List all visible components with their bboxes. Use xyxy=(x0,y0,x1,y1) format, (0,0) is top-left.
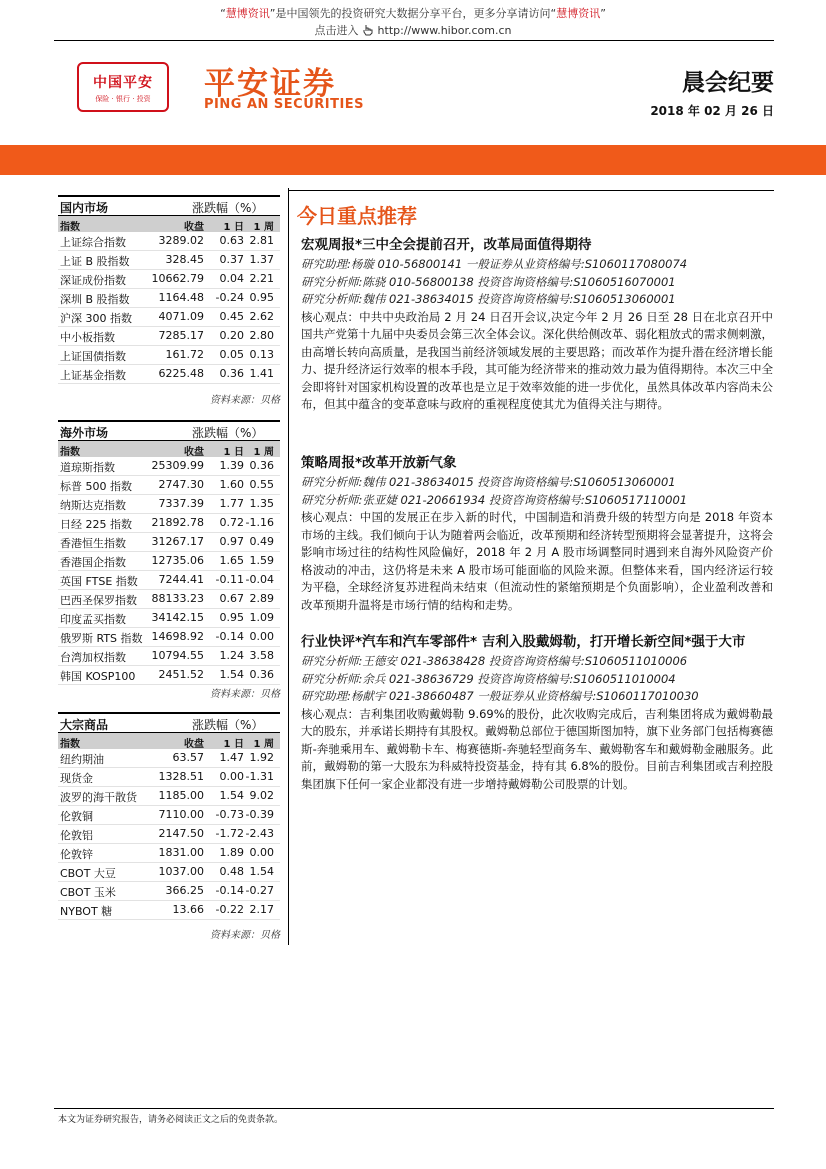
table-row xyxy=(58,863,280,882)
index-value: 7244.41 xyxy=(158,573,204,586)
table-header xyxy=(58,712,280,733)
table-column-headers xyxy=(58,216,280,232)
logo-text: 中国平安 xyxy=(93,75,153,91)
column-header: 1 周 xyxy=(253,739,274,750)
column-header: 指数 xyxy=(60,447,80,458)
table-row xyxy=(58,457,280,476)
index-name: 纽约期油 xyxy=(60,753,104,766)
index-value: -0.04 xyxy=(245,573,274,586)
index-value: 14698.92 xyxy=(151,630,204,643)
index-value: 7285.17 xyxy=(158,329,204,342)
brand-name: 平安证券 xyxy=(204,66,336,102)
index-name: 标普 500 指数 xyxy=(60,480,132,493)
overseas-market-table xyxy=(58,420,280,685)
table-row xyxy=(58,327,280,346)
index-value: 2747.30 xyxy=(158,478,204,491)
index-value: 0.13 xyxy=(249,348,274,361)
index-value: 10662.79 xyxy=(151,272,204,285)
index-value: 7337.39 xyxy=(158,497,204,510)
table-row xyxy=(58,308,280,327)
table-row xyxy=(58,514,280,533)
pingan-logo xyxy=(77,62,169,112)
index-value: 7110.00 xyxy=(158,808,204,821)
index-value: 1.41 xyxy=(249,367,274,380)
index-value: 1.54 xyxy=(219,789,244,802)
index-name: CBOT 玉米 xyxy=(60,886,116,899)
index-name: 上证 B 股指数 xyxy=(60,255,130,268)
table-row xyxy=(58,768,280,787)
index-name: 上证基金指数 xyxy=(60,369,126,382)
index-value: 63.57 xyxy=(172,751,204,764)
index-value: 0.49 xyxy=(249,535,274,548)
index-value: -0.22 xyxy=(215,903,244,916)
index-name: 伦敦铜 xyxy=(60,810,93,823)
index-value: 1.92 xyxy=(249,751,274,764)
pointer-hand-icon xyxy=(362,24,374,36)
disclaimer-footer: 本文为证券研究报告，请务必阅读正文之后的免责条款。 xyxy=(58,1115,284,1125)
index-name: 日经 225 指数 xyxy=(60,518,132,531)
table-name: 国内市场 xyxy=(60,201,109,215)
article-title[interactable]: 策略周报*改革开放新气象 xyxy=(301,455,457,471)
table-row xyxy=(58,365,280,384)
column-divider xyxy=(288,188,289,945)
banner-link-row xyxy=(0,22,826,38)
analyst-line: 研究助理:杨献宇 021-38660487 一般证券从业资格编号:S1060117010030 xyxy=(301,689,699,703)
index-name: 香港国企指数 xyxy=(60,556,126,569)
index-name: 沪深 300 指数 xyxy=(60,312,132,325)
index-value: 3.58 xyxy=(249,649,274,662)
index-name: 上证综合指数 xyxy=(60,236,126,249)
index-value: 4071.09 xyxy=(158,310,204,323)
index-value: 0.04 xyxy=(219,272,244,285)
index-value: 0.36 xyxy=(249,459,274,472)
index-name: 伦敦锌 xyxy=(60,848,93,861)
index-value: 1.39 xyxy=(219,459,244,472)
table-row xyxy=(58,533,280,552)
index-value: 2147.50 xyxy=(158,827,204,840)
index-value: 2.21 xyxy=(249,272,274,285)
index-value: 1328.51 xyxy=(158,770,204,783)
index-value: 0.45 xyxy=(219,310,244,323)
index-name: NYBOT 糖 xyxy=(60,905,113,918)
banner-text: ”是中国领先的投资研究大数据分享平台，更多分享请访问“ xyxy=(269,7,557,20)
article-title[interactable]: 行业快评*汽车和汽车零部件* 吉利入股戴姆勒，打开增长新空间*强于大市 xyxy=(301,634,746,650)
document-title: 晨会纪要 xyxy=(682,70,774,96)
index-value: 0.20 xyxy=(219,329,244,342)
index-name: 波罗的海干散货 xyxy=(60,791,137,804)
column-header: 1 周 xyxy=(253,222,274,233)
banner-text: ” xyxy=(600,7,606,20)
banner-brand[interactable]: 慧博资讯 xyxy=(556,7,601,20)
index-name: 台湾加权指数 xyxy=(60,651,126,664)
table-unit: 涨跌幅（%） xyxy=(192,718,264,732)
index-value: 1.35 xyxy=(249,497,274,510)
table-row xyxy=(58,346,280,365)
column-header: 1 日 xyxy=(223,447,244,458)
analyst-line: 研究分析师:魏伟 021-38634015 投资咨询资格编号:S1060513060001 xyxy=(301,292,676,306)
index-value: 1.65 xyxy=(219,554,244,567)
table-column-headers xyxy=(58,733,280,749)
table-row xyxy=(58,628,280,647)
index-value: -0.11 xyxy=(215,573,244,586)
index-value: 12735.06 xyxy=(151,554,204,567)
index-value: 0.00 xyxy=(249,846,274,859)
article-body: 核心观点：中共中央政治局 2 月 24 日召开会议,决定今年 2 月 26 日至 28 日在北京召开中国共产党第十九届中央委员会第三次全体会议。深化供给侧改革、弱化粗放式的需求侧刺激，由高增长转向高质量，是我国当前经济领域发展的主要思路；而改革作为提升潜在经济增长能力、提升经济运行效率的根本手段，其可能为经济带来的推动效力最为值得期待。本次三中全会即将针对国家机构设置的改革也是立足于效率效能的进一步优化，虽然具体改革内容尚未公布，但其中蕴含的变革意味与政府的重视程度使其尤为值得关注与期待。 xyxy=(301,309,773,411)
banner-brand[interactable]: 慧博资讯 xyxy=(225,7,270,20)
divider xyxy=(54,1108,774,1109)
table-unit: 涨跌幅（%） xyxy=(192,201,264,215)
index-value: 2.17 xyxy=(249,903,274,916)
index-value: 1.47 xyxy=(219,751,244,764)
index-value: 1.37 xyxy=(249,253,274,266)
index-name: 巴西圣保罗指数 xyxy=(60,594,137,607)
index-value: 1037.00 xyxy=(158,865,204,878)
table-row xyxy=(58,787,280,806)
index-value: 13.66 xyxy=(172,903,204,916)
index-value: 0.36 xyxy=(249,668,274,681)
index-value: -0.73 xyxy=(215,808,244,821)
top-banner xyxy=(0,6,826,22)
index-value: 1831.00 xyxy=(158,846,204,859)
article-body: 核心观点：吉利集团收购戴姆勒 9.69%的股份，此次收购完成后，吉利集团将成为戴姆勒最大的股东，并承诺长期持有其股权。戴姆勒总部位于德国斯图加特，旗下业务部门包括梅赛德斯-奔驰乘用车、戴姆勒卡车、梅赛德斯-奔驰轻型商务车、戴姆勒客车和戴姆勒金融服务。此前，戴姆勒的第一大股东为科威特投资基金，持有其 6.8%的股份。目前吉利集团或吉利控股集团旗下任何一家企业都没有进一步增持戴姆勒公司股票的计划。 xyxy=(301,706,773,791)
table-source: 资料来源：贝格 xyxy=(210,395,280,406)
index-value: -0.24 xyxy=(215,291,244,304)
column-header: 指数 xyxy=(60,739,80,750)
index-name: 深圳 B 股指数 xyxy=(60,293,130,306)
index-value: 1.24 xyxy=(219,649,244,662)
section-title: 今日重点推荐 xyxy=(297,204,417,228)
divider xyxy=(54,40,774,41)
domestic-market-table xyxy=(58,195,280,384)
index-value: 0.37 xyxy=(219,253,244,266)
document-date: 2018 年 02 月 26 日 xyxy=(650,104,774,118)
index-value: 0.72 xyxy=(219,516,244,529)
hibor-url-link[interactable]: http://www.hibor.com.cn xyxy=(377,24,512,37)
logo-subtext: 保险 · 银行 · 投资 xyxy=(95,95,151,103)
index-name: 现货金 xyxy=(60,772,93,785)
index-value: 0.55 xyxy=(249,478,274,491)
index-value: 328.45 xyxy=(165,253,204,266)
index-value: 2.89 xyxy=(249,592,274,605)
table-row xyxy=(58,476,280,495)
index-value: 0.05 xyxy=(219,348,244,361)
index-value: 1.89 xyxy=(219,846,244,859)
index-value: 1.09 xyxy=(249,611,274,624)
table-row xyxy=(58,270,280,289)
index-value: 31267.17 xyxy=(151,535,204,548)
column-header: 收盘 xyxy=(184,222,204,233)
column-header: 1 日 xyxy=(223,222,244,233)
analyst-line: 研究分析师:魏伟 021-38634015 投资咨询资格编号:S1060513060001 xyxy=(301,475,676,489)
table-row xyxy=(58,901,280,920)
index-value: 366.25 xyxy=(165,884,204,897)
index-value: 161.72 xyxy=(165,348,204,361)
index-value: -2.43 xyxy=(245,827,274,840)
table-source: 资料来源：贝格 xyxy=(210,689,280,700)
index-value: 0.97 xyxy=(219,535,244,548)
column-header: 1 周 xyxy=(253,447,274,458)
index-value: 0.00 xyxy=(249,630,274,643)
analyst-line: 研究分析师:王德安 021-38638428 投资咨询资格编号:S1060511010006 xyxy=(301,654,688,668)
index-value: 1164.48 xyxy=(158,291,204,304)
index-value: 1.77 xyxy=(219,497,244,510)
index-value: 0.48 xyxy=(219,865,244,878)
column-header: 指数 xyxy=(60,222,80,233)
index-value: 2.81 xyxy=(249,234,274,247)
article-strategy xyxy=(301,454,773,614)
table-unit: 涨跌幅（%） xyxy=(192,426,264,440)
analyst-line: 研究助理:杨璇 010-56800141 一般证券从业资格编号:S1060117080074 xyxy=(301,257,688,271)
index-name: 韩国 KOSP100 xyxy=(60,670,136,683)
index-value: 0.67 xyxy=(219,592,244,605)
index-value: -0.14 xyxy=(215,884,244,897)
column-header: 收盘 xyxy=(184,739,204,750)
analyst-line: 研究分析师:余兵 021-38636729 投资咨询资格编号:S1060511010004 xyxy=(301,671,676,686)
index-name: 纳斯达克指数 xyxy=(60,499,126,512)
index-value: 6225.48 xyxy=(158,367,204,380)
index-value: 0.95 xyxy=(249,291,274,304)
index-value: 1185.00 xyxy=(158,789,204,802)
table-row xyxy=(58,495,280,514)
index-value: -1.31 xyxy=(245,770,274,783)
index-value: 1.59 xyxy=(249,554,274,567)
banner-text: “ xyxy=(220,7,226,20)
index-name: 印度孟买指数 xyxy=(60,613,126,626)
table-row xyxy=(58,666,280,685)
table-row xyxy=(58,749,280,768)
index-name: 香港恒生指数 xyxy=(60,537,126,550)
index-name: 英国 FTSE 指数 xyxy=(60,575,138,588)
analyst-line: 研究分析师:张亚婕 021-20661934 投资咨询资格编号:S1060517110001 xyxy=(301,492,688,507)
table-row xyxy=(58,882,280,901)
index-value: 3289.02 xyxy=(158,234,204,247)
article-title[interactable]: 宏观周报*三中全会提前召开，改革局面值得期待 xyxy=(301,237,592,253)
table-row xyxy=(58,647,280,666)
column-header: 收盘 xyxy=(184,447,204,458)
index-value: 10794.55 xyxy=(151,649,204,662)
index-value: 1.54 xyxy=(249,865,274,878)
table-row xyxy=(58,806,280,825)
index-value: 9.02 xyxy=(249,789,274,802)
index-value: -1.72 xyxy=(215,827,244,840)
brand-name-en: PING AN SECURITIES xyxy=(204,97,365,112)
index-value: -1.16 xyxy=(245,516,274,529)
enter-link[interactable]: 点击进入 xyxy=(314,24,359,37)
table-row xyxy=(58,552,280,571)
table-name: 海外市场 xyxy=(60,426,109,440)
index-value: 34142.15 xyxy=(151,611,204,624)
index-value: 88133.23 xyxy=(151,592,204,605)
index-value: 0.95 xyxy=(219,611,244,624)
table-source: 资料来源：贝格 xyxy=(210,930,280,941)
table-header xyxy=(58,195,280,216)
divider xyxy=(288,190,774,191)
index-name: 伦敦铝 xyxy=(60,829,93,842)
index-value: 2.80 xyxy=(249,329,274,342)
index-value: 1.54 xyxy=(219,668,244,681)
index-value: 2451.52 xyxy=(158,668,204,681)
commodities-table xyxy=(58,712,280,920)
index-value: 21892.78 xyxy=(151,516,204,529)
article-body: 核心观点：中国的发展正在步入新的时代，中国制造和消费升级的转型方向是 2018 年资本市场的主线。我们倾向于认为随着两会临近，改革预期和经济转型预期将会显著提升，这将会影响市场过往的结构性风险偏好，2018 年 2 月 A 股市场调整同时遇到来自海外风险资产价格波动的冲击，这仍将是未来 A 股市场可能面临的风险来源。但整体来看，国内经济运行较为平稳，全球经济复苏进程尚未结束（但流动性的紧缩预期是个负面影响），企业盈利改善和改革预期升温将是市场行情的结构和走势。 xyxy=(301,510,773,612)
index-value: -0.39 xyxy=(245,808,274,821)
table-row xyxy=(58,825,280,844)
index-name: 深证成份指数 xyxy=(60,274,126,287)
table-row xyxy=(58,609,280,628)
index-value: -0.14 xyxy=(215,630,244,643)
index-name: 道琼斯指数 xyxy=(60,461,115,474)
analyst-line: 研究分析师:陈骁 010-56800138 投资咨询资格编号:S1060516070001 xyxy=(301,274,676,289)
table-row xyxy=(58,571,280,590)
index-value: 0.63 xyxy=(219,234,244,247)
header-band xyxy=(0,145,826,175)
table-row xyxy=(58,251,280,270)
table-row xyxy=(58,844,280,863)
column-header: 1 日 xyxy=(223,739,244,750)
index-value: 0.00 xyxy=(219,770,244,783)
table-column-headers xyxy=(58,441,280,457)
article-auto xyxy=(301,633,773,793)
index-value: 2.62 xyxy=(249,310,274,323)
index-name: 中小板指数 xyxy=(60,331,115,344)
table-name: 大宗商品 xyxy=(60,718,109,732)
article-macro xyxy=(301,236,773,414)
index-value: -0.27 xyxy=(245,884,274,897)
index-name: 俄罗斯 RTS 指数 xyxy=(60,632,143,645)
table-row xyxy=(58,232,280,251)
table-header xyxy=(58,420,280,441)
index-value: 0.36 xyxy=(219,367,244,380)
index-value: 1.60 xyxy=(219,478,244,491)
index-name: CBOT 大豆 xyxy=(60,867,116,880)
table-row xyxy=(58,289,280,308)
table-row xyxy=(58,590,280,609)
index-value: 25309.99 xyxy=(151,459,204,472)
index-name: 上证国债指数 xyxy=(60,350,126,363)
